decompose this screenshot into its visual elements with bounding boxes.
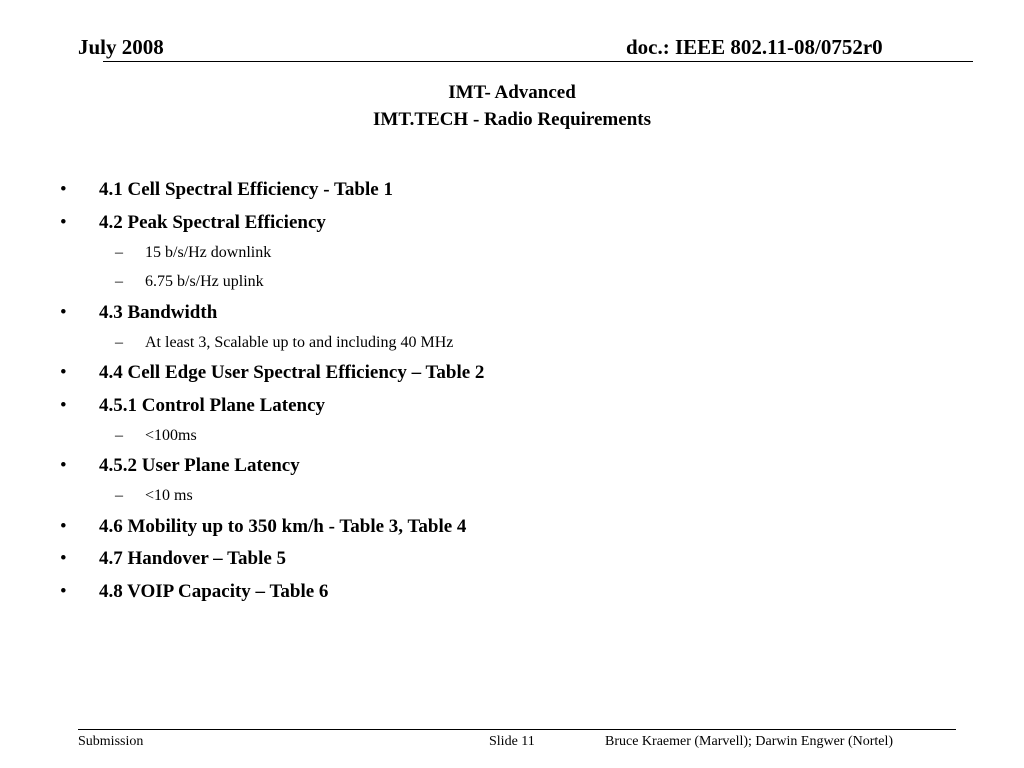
dash-marker: – — [115, 426, 123, 444]
bullet-marker: • — [60, 179, 67, 200]
dash-marker: – — [115, 333, 123, 351]
slide-title-line-2: IMT.TECH - Radio Requirements — [373, 109, 651, 130]
header-doc-id: doc.: IEEE 802.11-08/0752r0 — [626, 35, 883, 59]
footer-divider — [78, 729, 956, 730]
footer-authors: Bruce Kraemer (Marvell); Darwin Engwer (Nortel) — [605, 734, 894, 749]
sub-bullet-text: <10 ms — [145, 487, 193, 505]
dash-marker: – — [115, 273, 123, 291]
bullet-marker: • — [60, 394, 67, 416]
bullet-text: 4.3 Bandwidth — [99, 301, 218, 323]
bullet-marker: • — [60, 211, 67, 233]
dash-marker: – — [115, 487, 123, 505]
sub-bullet-text: <100ms — [145, 426, 197, 444]
bullet-text: 4.7 Handover – Table 5 — [99, 548, 287, 570]
bullet-text: 4.2 Peak Spectral Efficiency — [99, 211, 326, 233]
bullet-text: 4.4 Cell Edge User Spectral Efficiency – Table 2 — [99, 362, 485, 384]
bullet-marker: • — [60, 548, 67, 570]
bullet-text: 4.5.1 Control Plane Latency — [99, 394, 326, 416]
bullet-marker: • — [60, 362, 67, 384]
bullet-text: 4.1 Cell Spectral Efficiency - Table 1 — [99, 179, 393, 200]
bullet-marker: • — [60, 515, 67, 537]
bullet-marker: • — [60, 455, 67, 477]
footer-slide-number: Slide 11 — [489, 734, 535, 749]
bullet-text: 4.6 Mobility up to 350 km/h - Table 3, Table 4 — [99, 515, 467, 537]
header-date: July 2008 — [78, 35, 164, 59]
sub-bullet-text: 15 b/s/Hz downlink — [145, 243, 272, 261]
bullet-text: 4.5.2 User Plane Latency — [99, 455, 300, 477]
bullet-marker: • — [60, 581, 67, 602]
bullet-text: 4.8 VOIP Capacity – Table 6 — [99, 581, 329, 602]
sub-bullet-text: At least 3, Scalable up to and including 40 MHz — [145, 333, 454, 351]
footer-submission: Submission — [78, 734, 144, 749]
sub-bullet-text: 6.75 b/s/Hz uplink — [145, 273, 264, 291]
dash-marker: – — [115, 243, 123, 261]
slide-title-line-1: IMT- Advanced — [448, 82, 576, 103]
bullet-marker: • — [60, 301, 67, 323]
